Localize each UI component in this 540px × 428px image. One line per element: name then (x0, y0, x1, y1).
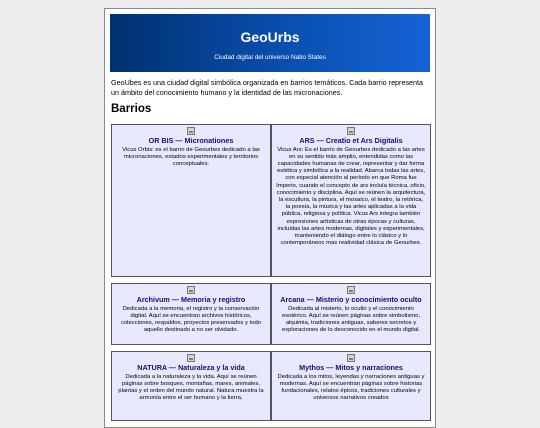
image-icon[interactable] (347, 354, 355, 362)
site-title: GeoUrbs (240, 29, 300, 45)
barrio-description: Dedicada a la naturaleza y la vida. Aquí se reúnen páginas sobre bosques, montañas, mares, animales, plantas y el orden del mundo natural. Natura muestra la armonía entre el ser humano y la tierra, (118, 373, 264, 402)
barrio-link-ars[interactable]: ARS — Creatio et Ars Digitalis (299, 136, 403, 145)
barrio-card-mythos (271, 351, 431, 421)
image-icon[interactable] (187, 286, 195, 294)
barrio-description: Dedicada al misterio, lo oculto y el conocimiento esotérico. Aquí se reúnen páginas sobre simbolismo, alquimia, tradiciones antiguas, saberes secretos y exploraciones de lo desconocido en el mundo digital. (281, 305, 421, 334)
barrio-description: Vicus Ars: Es el barrio de Geourbes dedicado a las artes en su sentido más amplio, entendidas como las capacidades humanas de crear, representar y dar forma estética y simbólica a la realidad. Abarca todas las artes, con especial atención al período en que Roma fue Imperio, cuando el concepto de ars incluía técnica, oficio, conocimiento y disciplina. Aquí se reúnen la arquitectura, la escultura, la pintura, el mosaico, el teatro, la retórica, la poesía, la música y las artes aplicadas a la vida pública, religiosa y política. Vicus Ars integra también expresiones artísticas de otras épocas y culturas, incluidas las artes modernas, digitales y experimentales, manteniendo el diálogo entre lo clásico y lo contemporáneoc mas reatividad clásica de Geourbes. (276, 146, 426, 247)
image-icon[interactable] (187, 127, 195, 135)
barrio-link-orbis[interactable]: OR BIS — Micronationes (148, 136, 234, 145)
barrio-card-natura (111, 351, 271, 421)
page-container (104, 8, 436, 428)
barrio-description: Dedicada a los mitos, leyendas y narraciones antiguas y modernas. Aquí se encuentran páginas sobre historias fundacionales, relatos épicos, tradiciones culturales y universos narrativos creados (277, 373, 425, 402)
barrio-link-mythos[interactable]: Mythos — Mitos y narraciones (299, 363, 403, 372)
barrio-card-arcana (271, 283, 431, 345)
barrio-description: Dedicada a la memoria, el registro y la conservación digital. Aquí se encuentran archivos históricos, colecciones, respaldos, proyectos preservados y todo aquello destinado a no ser olvidado. (120, 305, 262, 334)
barrio-link-arcana[interactable]: Arcana — Misterio y conocimiento oculto (280, 295, 422, 304)
image-icon[interactable] (347, 127, 355, 135)
barrio-link-natura[interactable]: NATURA — Naturaleza y la vida (137, 363, 245, 372)
barrio-card-orbis (111, 124, 271, 277)
image-icon[interactable] (347, 286, 355, 294)
header-banner (110, 14, 430, 72)
barrio-description: Vicus Orbis: es el barrio de Geourbes dedicado a las micronaciones, estados experimentales y territorios conceptuales. (122, 146, 260, 167)
barrio-card-ars (271, 124, 431, 277)
site-subtitle: Ciudad digital del universo Natio States (214, 54, 326, 61)
image-icon[interactable] (187, 354, 195, 362)
barrio-card-archivum (111, 283, 271, 345)
barrio-link-archivum[interactable]: Archivum — Memoria y registro (136, 295, 246, 304)
section-title-barrios: Barrios (111, 103, 152, 115)
intro-paragraph: GeoUbes es una ciudad digital simbólica organizada en barrios temáticos. Cada barrio representa un ámbito del conocimiento humano y la identidad de las micronaciones. (111, 78, 424, 97)
